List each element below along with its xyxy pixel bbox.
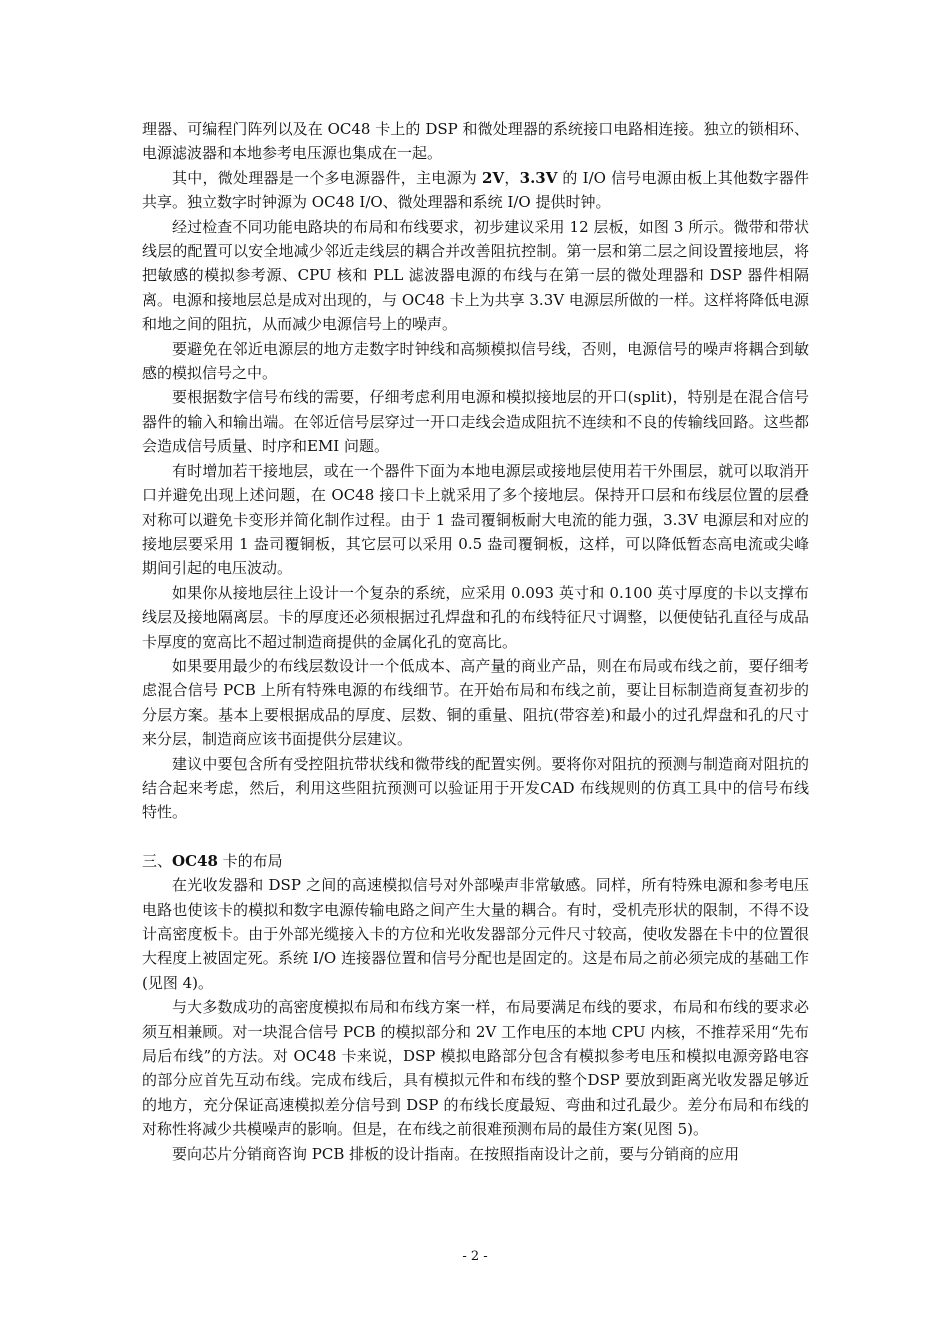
paragraph: 如果你从接地层往上设计一个复杂的系统，应采用 0.093 英寸和 0.100 英寸厚度的卡以支撑布线层及接地隔离层。卡的厚度还必须根据过孔焊盘和孔的布线特征尺寸调整，以便使钻孔直径与成品卡厚度的宽高比不超过制造商提供的金属化孔的宽高比。 [142, 583, 809, 651]
paragraph: 要避免在邻近电源层的地方走数字时钟线和高频模拟信号线，否则，电源信号的噪声将耦合到敏感的模拟信号之中。 [142, 339, 809, 383]
paragraph: 要向芯片分销商咨询 PCB 排板的设计指南。在按照指南设计之前，要与分销商的应用 [172, 1144, 740, 1163]
paragraph: 与大多数成功的高密度模拟布局和布线方案一样，布局要满足布线的要求，布局和布线的要求必须互相兼顾。对一块混合信号 PCB 的模拟部分和 2V 工作电压的本地 CPU 内核，不推荐采用“先布局后布线”的方法。对 OC48 卡来说，DSP 模拟电路部分包含有模拟参考电压和模拟电源旁路电容的部分应首先互动布线。完成布线后，具有模拟元件和布线的整个DSP 要放到距离光收发器足够近的地方，充分保证高速模拟差分信号到 DSP 的布线长度最短、弯曲和过孔最少。差分布局和布线的对称性将减少共模噪声的影响。但是，在布线之前很难预测布局的最佳方案(见图 5)。 [142, 998, 809, 1139]
section-spacer [142, 825, 809, 849]
text-run: 的 I/O 信号电源由板上其他数字器件共享。独立数字时钟源为 OC48 I/O、微处理器和系统 I/O 提供时钟。 [142, 168, 809, 212]
section-bold-term: OC48 [172, 851, 218, 870]
paragraph: 理器、可编程门阵列以及在 OC48 卡上的 DSP 和微处理器的系统接口电路相连接。独立的锁相环、电源滤波器和本地参考电压源也集成在一起。 [142, 120, 809, 163]
bold-text: 2V [482, 168, 505, 187]
bold-text: 3.3V [519, 168, 558, 187]
section-number: 三、 [142, 851, 173, 870]
section-heading [142, 849, 809, 873]
paragraph: 在光收发器和 DSP 之间的高速模拟信号对外部噪声非常敏感。同样，所有特殊电源和参考电压电路也使该卡的模拟和数字电源传输电路之间产生大量的耦合。有时，受机壳形状的限制，不得不设计高密度板卡。由于外部光缆接入卡的方位和光收发器部分元件尺寸较高，使收发器在卡中的位置很大程度上被固定死。系统 I/O 连接器位置和信号分配也是固定的。这是布局之前必须完成的基础工作(见图 4)。 [142, 876, 809, 992]
section-title-text: 卡的布局 [217, 851, 283, 870]
paragraph: 要根据数字信号布线的需要，仔细考虑利用电源和模拟接地层的开口(split)，特别是在混合信号器件的输入和输出端。在邻近信号层穿过一开口走线会造成阻抗不连续和不良的传输线回路。这些都会造成信号质量、时序和EMI 问题。 [142, 388, 809, 456]
text-run: 其中，微处理器是一个多电源器件，主电源为 [172, 168, 483, 187]
paragraph [142, 166, 809, 215]
page-number: - 2 - [462, 1249, 488, 1264]
paragraph: 有时增加若干接地层，或在一个器件下面为本地电源层或接地层使用若干外围层，就可以取消开口并避免出现上述问题，在 OC48 接口卡上就采用了多个接地层。保持开口层和布线层位置的层叠对称可以避免卡变形并简化制作过程。由于 1 盎司覆铜板耐大电流的能力强，3.3V 电源层和对应的接地层要采用 1 盎司覆铜板，其它层可以采用 0.5 盎司覆铜板，这样，可以降低暂态高电流或尖峰期间引起的电压波动。 [142, 461, 809, 578]
document-body [142, 117, 809, 1166]
paragraph: 如果要用最少的布线层数设计一个低成本、高产量的商业产品，则在布局或布线之前，要仔细考虑混合信号 PCB 上所有特殊电源的布线细节。在开始布局和布线之前，要让目标制造商复查初步的分层方案。基本上要根据成品的厚度、层数、铜的重量、阻抗(带容差)和最小的过孔焊盘和孔的尺寸来分层，制造商应该书面提供分层建议。 [142, 656, 809, 749]
text-run: ， [504, 168, 520, 187]
paragraph: 经过检查不同功能电路块的布局和布线要求，初步建议采用 12 层板，如图 3 所示。微带和带状线层的配置可以安全地减少邻近走线层的耦合并改善阻抗控制。第一层和第二层之间设置接地层，将把敏感的模拟参考源、CPU 核和 PLL 滤波器电源的布线与在第一层的微处理器和 DSP 器件相隔离。电源和接地层总是成对出现的，与 OC48 卡上为共享 3.3V 电源层所做的一样。这样将降低电源和地之间的阻抗，从而减少电源信号上的噪声。 [142, 217, 809, 334]
paragraph: 建议中要包含所有受控阻抗带状线和微带线的配置实例。要将你对阻抗的预测与制造商对阻抗的结合起来考虑，然后，利用这些阻抗预测可以验证用于开发CAD 布线规则的仿真工具中的信号布线特性。 [142, 754, 809, 822]
